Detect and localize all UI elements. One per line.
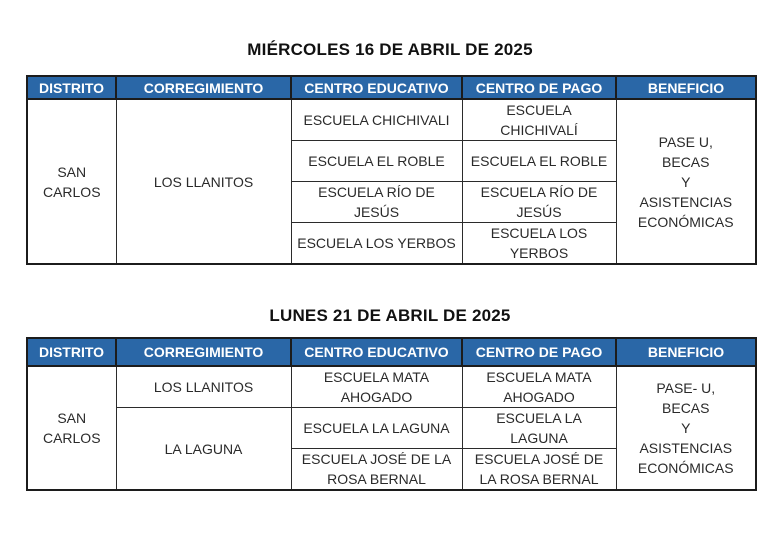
centro-educativo-cell: ESCUELA RÍO DE JESÚS [291, 182, 462, 223]
centro-educativo-cell: ESCUELA MATA AHOGADO [291, 366, 462, 408]
centro-pago-cell: ESCUELA JOSÉ DE LA ROSA BERNAL [462, 449, 616, 491]
centro-pago-cell: ESCUELA CHICHIVALÍ [462, 99, 616, 141]
header-beneficio: BENEFICIO [616, 76, 756, 99]
header-centro-educativo: CENTRO EDUCATIVO [291, 338, 462, 366]
distrito-cell: SAN CARLOS [27, 366, 116, 490]
centro-educativo-cell: ESCUELA LOS YERBOS [291, 223, 462, 265]
header-distrito: DISTRITO [27, 338, 116, 366]
table-row [27, 99, 756, 141]
corregimiento-cell: LOS LLANITOS [116, 366, 291, 408]
header-beneficio: BENEFICIO [616, 338, 756, 366]
centro-pago-cell: ESCUELA LA LAGUNA [462, 408, 616, 449]
header-distrito: DISTRITO [27, 76, 116, 99]
centro-educativo-cell: ESCUELA EL ROBLE [291, 141, 462, 182]
centro-pago-cell: ESCUELA LOS YERBOS [462, 223, 616, 265]
corregimiento-cell: LA LAGUNA [116, 408, 291, 491]
header-corregimiento: CORREGIMIENTO [116, 338, 291, 366]
schedule-table-1 [26, 75, 757, 265]
corregimiento-cell: LOS LLANITOS [116, 99, 291, 264]
centro-pago-cell: ESCUELA RÍO DE JESÚS [462, 182, 616, 223]
schedule-title-1: MIÉRCOLES 16 DE ABRIL DE 2025 [247, 40, 533, 59]
beneficio-cell: PASE- U, BECAS Y ASISTENCIAS ECONÓMICAS [616, 366, 756, 490]
centro-pago-cell: ESCUELA EL ROBLE [462, 141, 616, 182]
schedule-table-2 [26, 337, 757, 491]
beneficio-cell: PASE U, BECAS Y ASISTENCIAS ECONÓMICAS [616, 99, 756, 264]
header-centro-educativo: CENTRO EDUCATIVO [291, 76, 462, 99]
header-corregimiento: CORREGIMIENTO [116, 76, 291, 99]
header-centro-pago: CENTRO DE PAGO [462, 338, 616, 366]
centro-educativo-cell: ESCUELA JOSÉ DE LA ROSA BERNAL [291, 449, 462, 491]
distrito-cell: SAN CARLOS [27, 99, 116, 264]
centro-pago-cell: ESCUELA MATA AHOGADO [462, 366, 616, 408]
centro-educativo-cell: ESCUELA LA LAGUNA [291, 408, 462, 449]
centro-educativo-cell: ESCUELA CHICHIVALI [291, 99, 462, 141]
header-row [27, 76, 756, 99]
header-row [27, 338, 756, 366]
table-row [27, 366, 756, 408]
header-centro-pago: CENTRO DE PAGO [462, 76, 616, 99]
schedule-title-2: LUNES 21 DE ABRIL DE 2025 [269, 306, 511, 325]
